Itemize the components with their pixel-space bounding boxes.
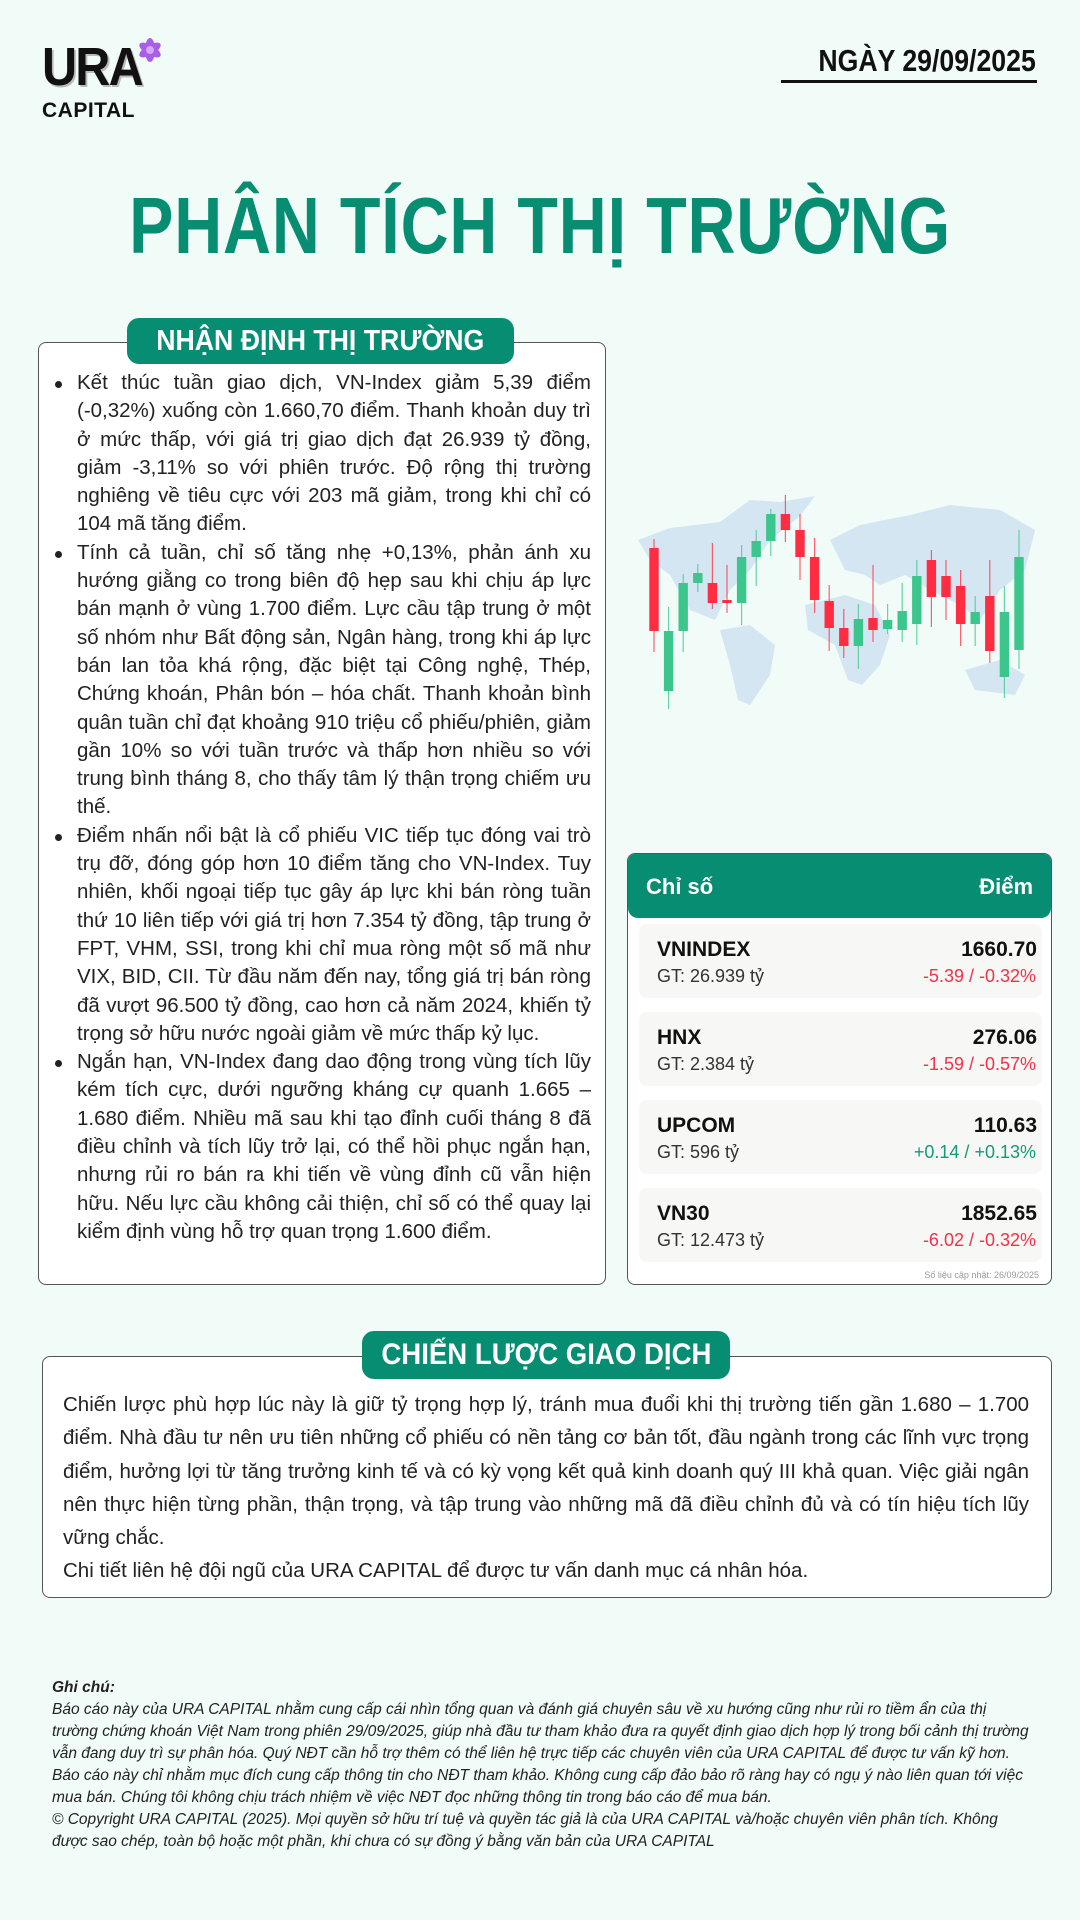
candle-up (898, 611, 907, 630)
index-row-vnindex (639, 924, 1042, 998)
logo-flower-icon (136, 36, 164, 64)
copyright: © Copyright URA CAPITAL (2025). Mọi quyền sở hữu trí tuệ và quyền tác giả là của URA CAPITAL và/hoặc chuyên viên phân tích. Không được sao chép, toàn bộ hoặc một phần, khi chưa có sự đồng ý bằng văn bản của URA CAPITAL (52, 1811, 998, 1850)
disclaimer-line: Báo cáo này chỉ nhằm mục đích cung cấp thông tin cho NĐT tham khảo. Không cung cấp đảo bảo rõ ràng hay có ngụ ý nào liên quan tới việc mua bán. Chúng tôi không chịu trách nhiệm về việc NĐT đọc những thông tin trong báo cáo để mua bán. (52, 1767, 1023, 1806)
candle-up (693, 573, 702, 583)
candle-down (941, 576, 950, 597)
candle-down (649, 548, 658, 631)
analysis-bullet: Kết thúc tuần giao dịch, VN-Index giảm 5,39 điểm (-0,32%) xuống còn 1.660,70 điểm. Thanh khoản duy trì ở mức thấp, với giá trị giao dịch đạt 26.939 tỷ đồng, giảm -3,11% so với phiên trước. Độ rộng thị trường nghiêng về tiêu cực với 203 mã giảm, trong khi chỉ có 104 mã tăng điểm. (55, 369, 591, 539)
candle-down (781, 514, 790, 530)
index-value-traded: GT: 596 tỷ (657, 1142, 740, 1162)
candle-down (810, 557, 819, 600)
report-date: NGÀY 29/09/2025 (818, 43, 1036, 78)
analysis-list (55, 369, 591, 1246)
candle-down (985, 596, 994, 651)
analysis-bullet: Ngắn hạn, VN-Index đang dao động trong vùng tích lũy kém tích cực, dưới ngưỡng kháng cự quanh 1.665 – 1.680 điểm. Nhiều mã sau khi tạo đỉnh cuối tháng 8 đã điều chỉnh và tích lũy trở lại, có thể hồi phục ngắn hạn, nhưng rủi ro bán ra khi tiến về vùng đỉnh cũ vẫn hiện hữu. Nếu lực cầu không cải thiện, chỉ số có thể quay lại kiểm định vùng hỗ trợ quan trọng 1.600 điểm. (55, 1048, 591, 1246)
candle-up (752, 541, 761, 557)
data-update-note: Số liệu cập nhật: 26/09/2025 (924, 1270, 1039, 1280)
date-underline (781, 80, 1037, 83)
column-header-index: Chỉ số (646, 874, 714, 899)
analysis-bullet: Tính cả tuần, chỉ số tăng nhẹ +0,13%, phản ánh xu hướng giằng co trong biên độ hẹp sau khi chịu áp lực bán mạnh ở vùng 1.700 điểm. Lực cầu tập trung ở một số nhóm như Bất động sản, Ngân hàng, trong khi áp lực bán lan tỏa khá rộng, đặc biệt tại Công nghệ, Thép, Chứng khoán, Phân bón – hóa chất. Thanh khoản bình quân tuần chỉ đạt khoảng 910 triệu cổ phiếu/phiên, giảm gần 10% so với tuần trước và thấp hơn nhiều so với trung bình tháng 8, cho thấy tâm lý thận trọng chiếm ưu thế. (55, 539, 591, 822)
candle-down (956, 586, 965, 624)
disclaimer-line: Báo cáo này của URA CAPITAL nhằm cung cấp cái nhìn tổng quan và đánh giá chuyên sâu về xu hướng cũng như rủi ro tiềm ẩn của thị trường chứng khoán Việt Nam trong phiên 29/09/2025, giúp nhà đầu tư tham khảo đưa ra quyết định giao dịch hợp lý trong bối cảnh thị trường vẫn đang duy trì sự phân hóa. Quý NĐT cần hỗ trợ thêm có thể liên hệ trực tiếp các chuyên viên của URA CAPITAL để được tư vấn kỹ hơn. (52, 1701, 1029, 1762)
index-change: -1.59 / -0.57% (922, 1054, 1036, 1074)
trading-strategy-heading: CHIẾN LƯỢC GIAO DỊCH (362, 1331, 730, 1379)
candle-up (664, 631, 673, 691)
index-change: +0.14 / +0.13% (913, 1142, 1036, 1162)
candle-down (868, 618, 877, 630)
candlestick-world-map-illustration (630, 480, 1040, 720)
index-points: 1852.65 (961, 1202, 1037, 1225)
candle-up (912, 576, 921, 624)
strategy-text (63, 1388, 1029, 1588)
candle-up (679, 583, 688, 631)
candle-up (1014, 557, 1023, 650)
candle-up (854, 619, 863, 646)
index-table (627, 853, 1052, 1285)
candle-up (971, 612, 980, 624)
logo-subtitle: CAPITAL (42, 99, 135, 122)
candle-up (1000, 612, 1009, 677)
index-name: HNX (657, 1026, 702, 1049)
index-value-traded: GT: 26.939 tỷ (657, 966, 765, 986)
index-name: VN30 (657, 1202, 710, 1225)
candle-down (722, 600, 731, 603)
strategy-paragraph: Chiến lược phù hợp lúc này là giữ tỷ trọng hợp lý, tránh mua đuổi khi thị trường tiến gần 1.680 – 1.700 điểm. Nhà đầu tư nên ưu tiên những cổ phiếu có nền tảng cơ bản tốt, đầu ngành trong các lĩnh vực trọng điểm, hưởng lợi từ tăng trưởng kinh tế và có kỳ vọng kết quả kinh doanh quý III khả quan. Việc giải ngân nên thực hiện từng phần, thận trọng, và tập trung vào những mã đã điều chỉnh đủ và có tín hiệu tích lũy vững chắc. (63, 1393, 1029, 1550)
index-table-header (628, 854, 1051, 918)
candle-up (883, 620, 892, 629)
index-points: 110.63 (973, 1114, 1037, 1137)
index-change: -6.02 / -0.32% (922, 1230, 1036, 1250)
logo-wordmark: URA (42, 37, 142, 97)
index-value-traded: GT: 12.473 tỷ (657, 1230, 765, 1250)
index-value-traded: GT: 2.384 tỷ (657, 1054, 755, 1074)
candle-down (839, 628, 848, 646)
candle-down (795, 530, 804, 557)
index-change: -5.39 / -0.32% (922, 966, 1036, 986)
candle-down (927, 560, 936, 597)
column-header-points: Điểm (979, 874, 1033, 899)
candle-up (737, 557, 746, 603)
index-row-vn30 (639, 1188, 1042, 1262)
analysis-bullet: Điểm nhấn nổi bật là cổ phiếu VIC tiếp tục đóng vai trò trụ đỡ, đóng góp hơn 10 điểm tăng cho VN-Index. Tuy nhiên, khối ngoại tiếp tục gây áp lực khi bán ròng tuần thứ 10 liên tiếp với giá trị hơn 7.354 tỷ đồng, tập trung ở FPT, VHM, SSI, trong khi chỉ mua ròng một số mã như VIX, BID, CII. Từ đầu năm đến nay, tổng giá trị bán ròng đã vượt 96.500 tỷ đồng, cao hơn cả năm 2024, khiến tỷ trọng sở hữu nước ngoài giảm về mức thấp kỷ lục. (55, 822, 591, 1048)
disclaimer-label: Ghi chú: (52, 1679, 115, 1696)
disclaimer (52, 1677, 1030, 1853)
market-analysis-heading: NHẬN ĐỊNH THỊ TRƯỜNG (127, 318, 514, 364)
index-name: VNINDEX (657, 938, 751, 961)
candle-down (825, 601, 834, 628)
index-points: 276.06 (972, 1026, 1037, 1049)
index-points: 1660.70 (961, 938, 1037, 961)
page-title: PHÂN TÍCH THỊ TRƯỜNG (129, 181, 951, 270)
candle-down (708, 583, 717, 603)
index-row-hnx (639, 1012, 1042, 1086)
index-name: UPCOM (657, 1114, 736, 1137)
strategy-contact: Chi tiết liên hệ đội ngũ của URA CAPITAL để được tư vấn danh mục cá nhân hóa. (63, 1559, 809, 1583)
index-row-upcom (639, 1100, 1042, 1174)
candle-up (766, 514, 775, 541)
